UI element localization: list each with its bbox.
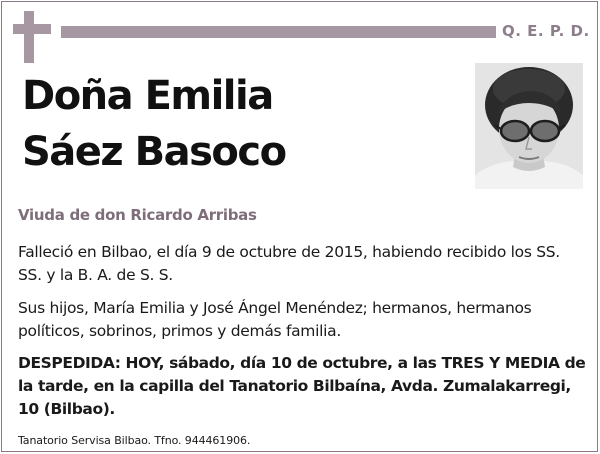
funeral-home-footer: Tanatorio Servisa Bilbao. Tfno. 944461906. [18, 434, 251, 447]
deceased-name-line1: Doña Emilia [22, 73, 273, 119]
deceased-name-line2: Sáez Basoco [22, 129, 286, 175]
family-paragraph: Sus hijos, María Emilia y José Ángel Menéndez; hermanos, hermanos políticos, sobrinos, primos y demás familia. [18, 299, 532, 340]
header-divider [61, 26, 496, 38]
deceased-name [22, 68, 462, 180]
qepd-label: Q. E. P. D. [502, 22, 590, 40]
portrait-illustration [475, 63, 583, 189]
cross-vertical-bar [24, 11, 34, 63]
obituary-card [1, 1, 598, 452]
portrait-photo [475, 63, 583, 189]
death-notice-paragraph: Falleció en Bilbao, el día 9 de octubre de 2015, habiendo recibido los SS. SS. y la B. A. de S. S. [18, 243, 560, 284]
deceased-subtitle: Viuda de don Ricardo Arribas [18, 206, 257, 224]
cross-horizontal-bar [13, 24, 51, 34]
farewell-paragraph: DESPEDIDA: HOY, sábado, día 10 de octubre, a las TRES Y MEDIA de la tarde, en la capilla del Tanatorio Bilbaína, Avda. Zumalakarregi, 10 (Bilbao). [18, 354, 586, 418]
